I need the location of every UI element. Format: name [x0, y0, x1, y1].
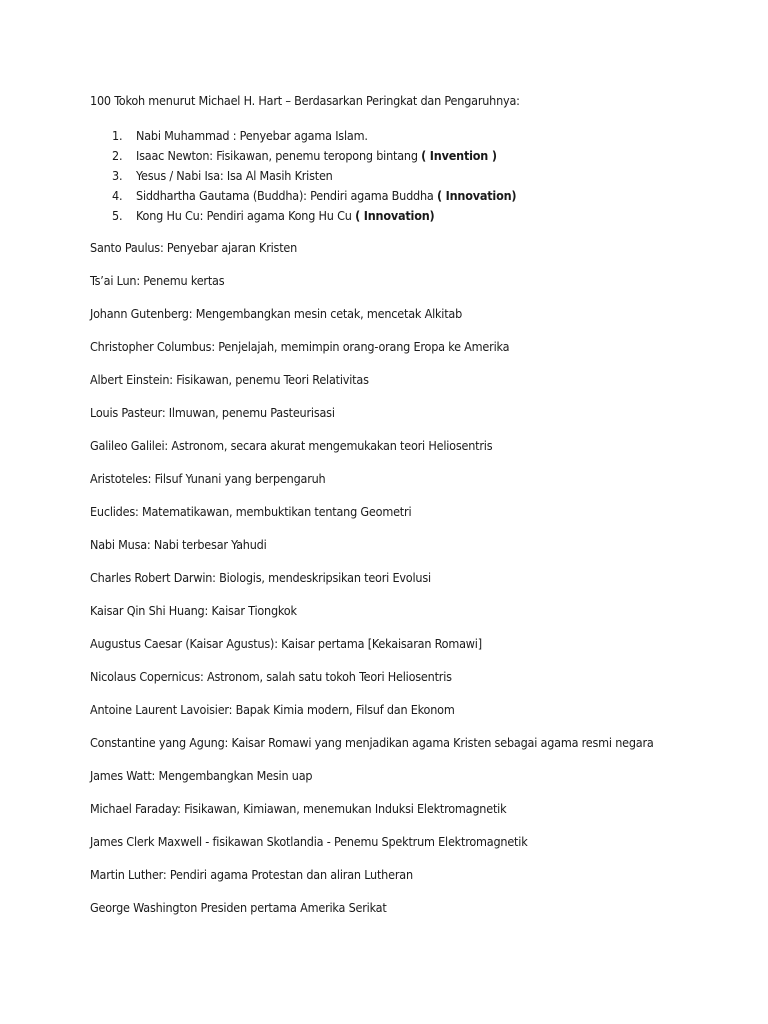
list-item: Louis Pasteur: Ilmuwan, penemu Pasteurisasi [90, 405, 335, 420]
item-number: 3. [112, 168, 123, 183]
list-item: Antoine Laurent Lavoisier: Bapak Kimia modern, Filsuf dan Ekonom [90, 702, 455, 717]
ranked-item [112, 206, 516, 226]
ranked-item [112, 166, 516, 186]
list-item: Ts’ai Lun: Penemu kertas [90, 273, 225, 288]
ranked-item [112, 126, 516, 146]
entry-list [90, 238, 654, 931]
list-item: Martin Luther: Pendiri agama Protestan dan aliran Lutheran [90, 867, 413, 882]
list-item: Albert Einstein: Fisikawan, penemu Teori Relativitas [90, 372, 369, 387]
list-item: James Watt: Mengembangkan Mesin uap [90, 768, 313, 783]
document-title: 100 Tokoh menurut Michael H. Hart – Berdasarkan Peringkat dan Pengaruhnya: [90, 93, 520, 108]
item-number: 5. [112, 208, 123, 223]
ranked-list [112, 126, 516, 226]
item-number: 2. [112, 148, 123, 163]
list-item: Charles Robert Darwin: Biologis, mendeskripsikan teori Evolusi [90, 570, 431, 585]
list-item: Euclides: Matematikawan, membuktikan tentang Geometri [90, 504, 412, 519]
item-number: 4. [112, 188, 123, 203]
item-text: Siddhartha Gautama (Buddha): Pendiri agama Buddha [136, 188, 437, 203]
list-item: Nicolaus Copernicus: Astronom, salah satu tokoh Teori Heliosentris [90, 669, 452, 684]
list-item: Kaisar Qin Shi Huang: Kaisar Tiongkok [90, 603, 297, 618]
list-item: Christopher Columbus: Penjelajah, memimpin orang-orang Eropa ke Amerika [90, 339, 510, 354]
list-item: Augustus Caesar (Kaisar Agustus): Kaisar pertama [Kekaisaran Romawi] [90, 636, 482, 651]
list-item: Michael Faraday: Fisikawan, Kimiawan, menemukan Induksi Elektromagnetik [90, 801, 507, 816]
ranked-item [112, 146, 516, 166]
list-item: Aristoteles: Filsuf Yunani yang berpengaruh [90, 471, 326, 486]
ranked-item [112, 186, 516, 206]
list-item: George Washington Presiden pertama Amerika Serikat [90, 900, 387, 915]
item-text: Nabi Muhammad : Penyebar agama Islam. [136, 128, 368, 143]
item-number: 1. [112, 128, 123, 143]
list-item: Constantine yang Agung: Kaisar Romawi yang menjadikan agama Kristen sebagai agama resmi negara [90, 735, 654, 750]
item-tag: ( Innovation) [436, 188, 517, 203]
item-text: Kong Hu Cu: Pendiri agama Kong Hu Cu [136, 208, 356, 223]
list-item: Nabi Musa: Nabi terbesar Yahudi [90, 537, 267, 552]
item-text: Isaac Newton: Fisikawan, penemu teropong bintang [136, 148, 422, 163]
item-text: Yesus / Nabi Isa: Isa Al Masih Kristen [136, 168, 333, 183]
list-item: Santo Paulus: Penyebar ajaran Kristen [90, 240, 298, 255]
list-item: James Clerk Maxwell - fisikawan Skotlandia - Penemu Spektrum Elektromagnetik [90, 834, 528, 849]
list-item: Johann Gutenberg: Mengembangkan mesin cetak, mencetak Alkitab [90, 306, 463, 321]
list-item: Galileo Galilei: Astronom, secara akurat mengemukakan teori Heliosentris [90, 438, 493, 453]
item-tag: ( Innovation) [355, 208, 435, 223]
item-tag: ( Invention ) [421, 148, 497, 163]
